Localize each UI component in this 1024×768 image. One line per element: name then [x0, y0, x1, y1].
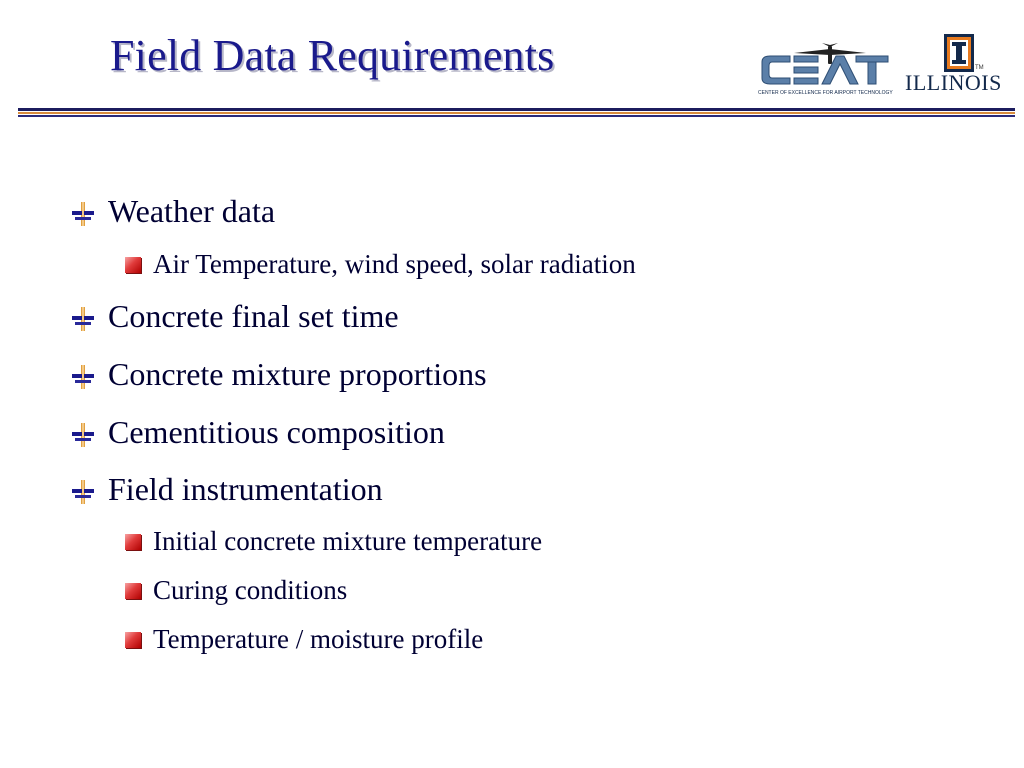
bullet-text: Initial concrete mixture temperature: [153, 526, 543, 556]
pin-bullet-icon: [70, 306, 96, 332]
square-bullet-icon: [125, 583, 141, 599]
illinois-wordmark: ILLINOIS: [905, 70, 1002, 95]
square-bullet-icon: [125, 257, 141, 273]
bullet-text: Temperature / moisture profile: [153, 624, 484, 654]
bullet-text: Concrete mixture proportions: [108, 356, 487, 392]
bullet-text: Curing conditions: [153, 575, 348, 605]
square-bullet-icon: [125, 632, 141, 648]
bullet-text: Cementitious composition: [108, 414, 445, 450]
pin-bullet-icon: [70, 422, 96, 448]
pin-bullet-icon: [70, 364, 96, 390]
pin-bullet-icon: [70, 201, 96, 227]
trademark-mark: TM: [975, 65, 984, 71]
bullet-text: Weather data: [108, 193, 276, 229]
bullet-text: Field instrumentation: [108, 471, 383, 507]
slide-title: Field Data Requirements: [110, 31, 555, 80]
ceat-caption: CENTER OF EXCELLENCE FOR AIRPORT TECHNOLOGY: [758, 90, 893, 96]
pin-bullet-icon: [70, 479, 96, 505]
bullet-text: Concrete final set time: [108, 298, 399, 334]
square-bullet-icon: [125, 534, 141, 550]
bullet-text: Air Temperature, wind speed, solar radiation: [153, 249, 636, 279]
